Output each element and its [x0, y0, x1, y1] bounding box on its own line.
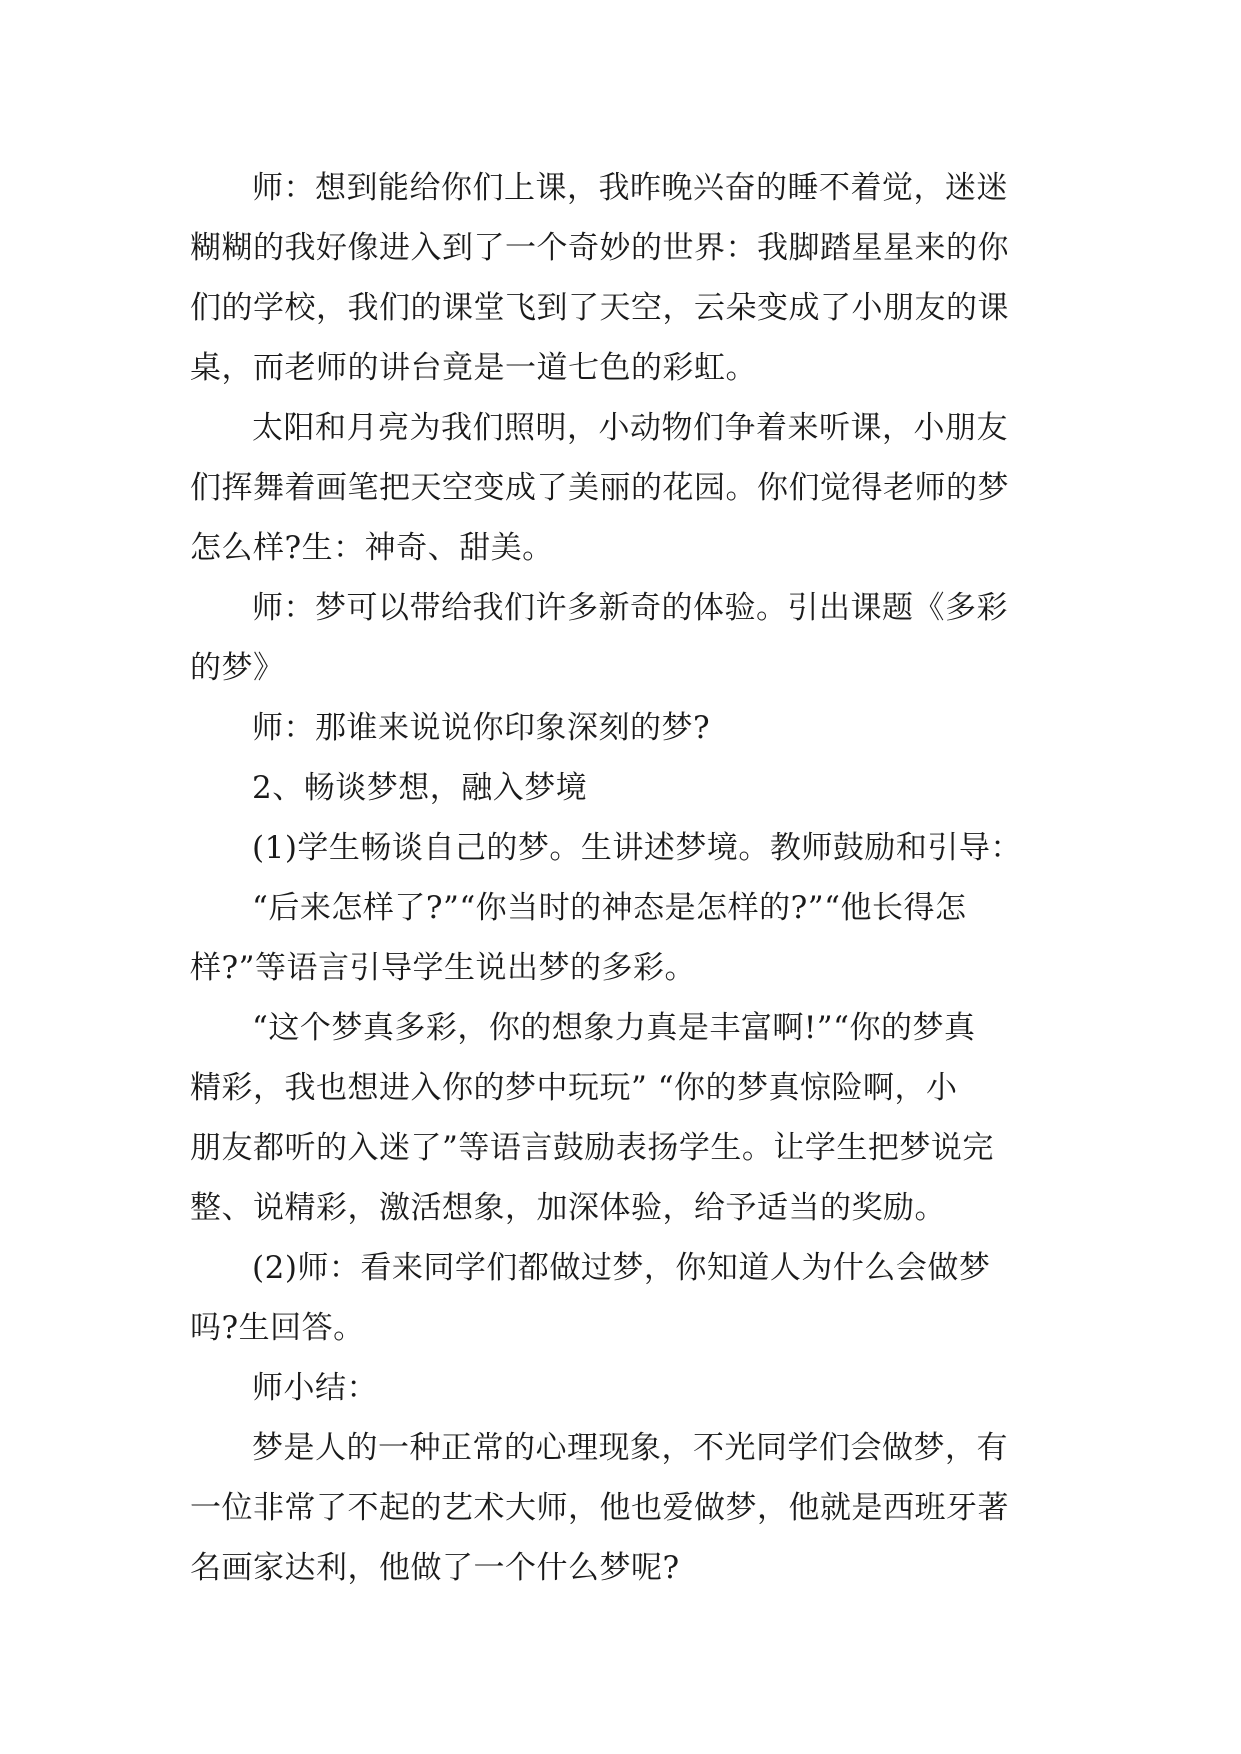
- text-line: 样?”等语言引导学生说出梦的多彩。: [190, 950, 696, 986]
- paragraph-8: [190, 998, 1050, 1238]
- paragraph-11: [190, 1418, 1050, 1598]
- text-line: “这个梦真多彩，你的想象力真是丰富啊!”“你的梦真: [252, 1010, 976, 1046]
- text-line: 师：梦可以带给我们许多新奇的体验。引出课题《多彩: [252, 590, 1008, 626]
- text-line: 梦是人的一种正常的心理现象，不光同学们会做梦，有: [252, 1430, 1008, 1466]
- text-line: 师小结：: [252, 1370, 378, 1406]
- paragraph-9: [190, 1238, 1050, 1358]
- text-line: 整、说精彩，激活想象，加深体验，给予适当的奖励。: [190, 1190, 946, 1226]
- text-line: 名画家达利，他做了一个什么梦呢?: [190, 1550, 680, 1586]
- paragraph-6: [190, 818, 1050, 878]
- text-line: (2)师：看来同学们都做过梦，你知道人为什么会做梦: [252, 1250, 991, 1286]
- text-line: 的梦》: [190, 650, 285, 686]
- text-line: 师：想到能给你们上课，我昨晚兴奋的睡不着觉，迷迷: [252, 170, 1008, 206]
- paragraph-3: [190, 578, 1050, 698]
- text-line: 太阳和月亮为我们照明，小动物们争着来听课，小朋友: [252, 410, 1008, 446]
- text-line: 精彩，我也想进入你的梦中玩玩” “你的梦真惊险啊，小: [190, 1070, 958, 1106]
- text-line: 吗?生回答。: [190, 1310, 365, 1346]
- text-line: 们挥舞着画笔把天空变成了美丽的花园。你们觉得老师的梦: [190, 470, 1009, 506]
- text-line: 师：那谁来说说你印象深刻的梦?: [252, 710, 711, 746]
- text-line: 朋友都听的入迷了”等语言鼓励表扬学生。让学生把梦说完: [190, 1130, 994, 1166]
- paragraph-10: [190, 1358, 1050, 1418]
- text-line: 桌，而老师的讲台竟是一道七色的彩虹。: [190, 350, 757, 386]
- paragraph-4: [190, 698, 1050, 758]
- section-heading: [190, 758, 1050, 818]
- paragraph-1: [190, 158, 1050, 398]
- paragraph-2: [190, 398, 1050, 578]
- text-line: 一位非常了不起的艺术大师，他也爱做梦，他就是西班牙著: [190, 1490, 1009, 1526]
- text-line: “后来怎样了?”“你当时的神态是怎样的?”“他长得怎: [252, 890, 967, 926]
- text-line: 们的学校，我们的课堂飞到了天空，云朵变成了小朋友的课: [190, 290, 1009, 326]
- text-line: 2、畅谈梦想，融入梦境: [252, 770, 588, 806]
- text-line: 糊糊的我好像进入到了一个奇妙的世界：我脚踏星星来的你: [190, 230, 1009, 266]
- paragraph-7: [190, 878, 1050, 998]
- text-line: (1)学生畅谈自己的梦。生讲述梦境。教师鼓励和引导：: [252, 830, 1022, 866]
- text-line: 怎么样?生：神奇、甜美。: [190, 530, 554, 566]
- document-body: [190, 158, 1050, 1598]
